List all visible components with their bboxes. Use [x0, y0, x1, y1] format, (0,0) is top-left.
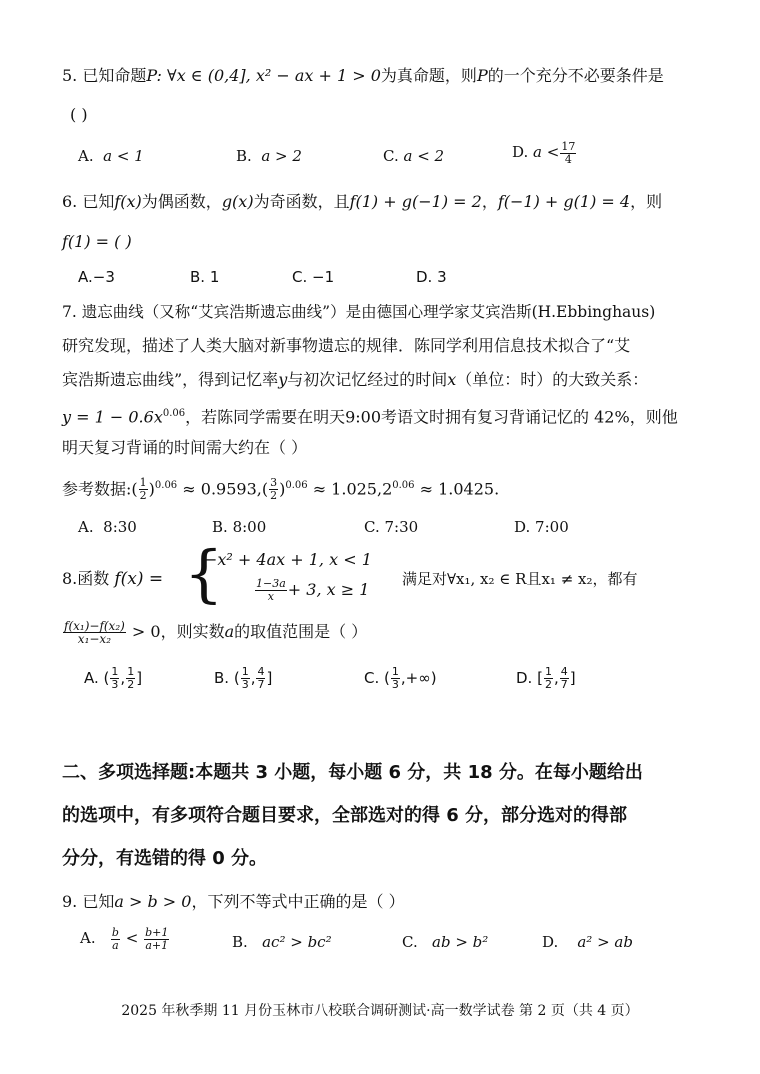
option-d: D. a² > ab [542, 933, 633, 951]
question-7-line5: 明天复习背诵的时间需大约在（ ） [62, 438, 308, 457]
option-c: C. ab > b² [402, 933, 489, 951]
option-a: A. ( $\frac{1}{3}$ , $\frac{1}{2}$ ] [84, 665, 143, 691]
question-9-stem: 9. 已知a > b > 0，下列不等式中正确的是（ ） [62, 892, 405, 911]
option-c: C. a < 2 [383, 147, 445, 165]
option-a: A. a < 1 [78, 147, 144, 165]
piecewise-case-1: −x² + 4ax + 1, x < 1 [204, 550, 372, 569]
question-8-prefix: 8.函数 f(x) = [62, 569, 164, 589]
piecewise-case-2: $\frac{1-3a}{x}$ + 3, x ≥ 1 [256, 577, 370, 603]
piecewise-brace: { [184, 537, 224, 610]
question-7-line3: 宾浩斯遗忘曲线”，得到记忆率y与初次记忆经过的时间x（单位：时）的大致关系： [62, 370, 649, 389]
question-7-reference-data: 参考数据:( $\frac{1}{2}$ )$^{0.06}$ ≈ 0.9593,( $\frac{3}{2}$ )$^{0.06} \approx 1.025,2^{0.06} \approx 1.0425$. [62, 476, 500, 503]
option-d: D. [ $\frac{1}{2}$ , $\frac{4}{7}$ ] [516, 665, 576, 691]
option-b: B. 8:00 [212, 518, 267, 536]
option-c: C. −1 [292, 268, 335, 286]
question-6-stem: 6. 已知f(x)为偶函数，g(x)为奇函数，且f(1) + g(−1) = 2，f(−1) + g(1) = 4，则 [62, 192, 663, 211]
question-5-options [78, 139, 718, 174]
question-7-line1: 7. 遗忘曲线（又称“艾宾浩斯遗忘曲线”）是由德国心理学家艾宾浩斯(H.Ebbinghaus) [62, 303, 656, 321]
option-b: B. ac² > bc² [232, 933, 332, 951]
option-a: A. 8:30 [78, 518, 137, 536]
option-d: D. 7:00 [514, 518, 569, 536]
question-8-condition: 满足对∀x₁, x₂ ∈ R且x₁ ≠ x₂，都有 [402, 570, 638, 588]
option-d: D. a < $\frac{17}{4}$ [512, 139, 576, 166]
question-5-answer-paren: ( ) [70, 105, 88, 124]
question-6-options [78, 265, 638, 291]
section-2-heading-line3: 分分，有选错的得 0 分。 [62, 848, 268, 869]
page-footer: 2025 年秋季期 11 月份玉林市八校联合调研测试·高一数学试卷 第 2 页（共 4 页） [121, 1003, 639, 1019]
question-7-line2: 研究发现，描述了人类大脑对新事物遗忘的规律．陈同学利用信息技术拟合了“艾 [62, 336, 631, 355]
option-b: B. ( $\frac{1}{3}$ , $\frac{4}{7}$ ] [214, 665, 273, 691]
question-8-options [84, 666, 644, 700]
question-5-stem: 5. 已知命题P: ∀x ∈ (0,4], x² − ax + 1 > 0为真命题，则P的一个充分不必要条件是 [62, 66, 664, 85]
section-2-heading-line2: 的选项中，有多项符合题目要求，全部选对的得 6 分，部分选对的得部 [62, 805, 628, 826]
option-c: C. ( $\frac{1}{3}$ ,+∞) [364, 665, 437, 691]
question-7-options [78, 515, 638, 541]
option-b: B. a > 2 [236, 147, 302, 165]
option-c: C. 7:30 [364, 518, 419, 536]
option-b: B. 1 [190, 268, 220, 286]
question-8-inequality: $\frac{\text{f(x₁)−f(x₂)}}{\text{x₁−x₂}}$ > 0，则实数a的取值范围是（ ） [64, 619, 368, 646]
option-a: A.−3 [78, 268, 115, 286]
question-7-line4: $y = 1 - 0.6x^{0.06}$，若陈同学需要在明天9:00考语文时拥有复习背诵记忆的 42%，则他 [62, 407, 678, 427]
question-9-options [80, 926, 700, 960]
question-6-stem-line2: f(1) = ( ) [62, 232, 132, 251]
option-d: D. 3 [416, 268, 447, 286]
section-2-heading-line1: 二、多项选择题:本题共 3 小题，每小题 6 分，共 18 分。在每小题给出 [62, 762, 643, 783]
option-a: A. $\frac{b}{a}$ < $\frac{b+1}{a+1}$ [80, 925, 169, 952]
